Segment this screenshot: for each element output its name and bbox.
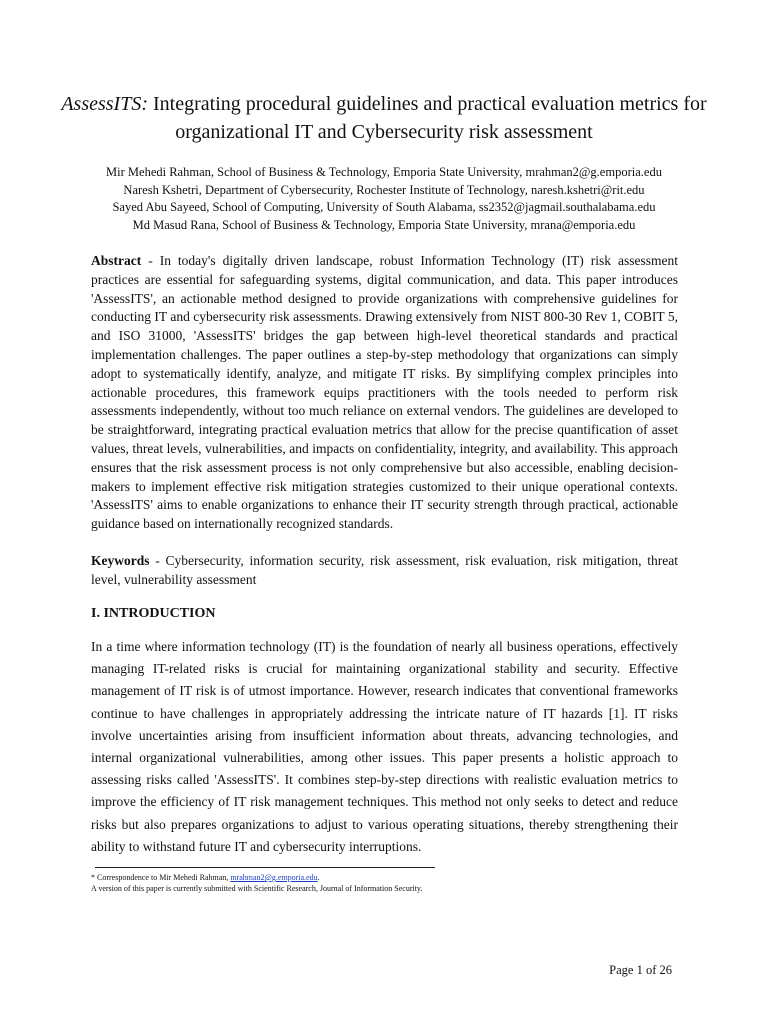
author-line: Sayed Abu Sayeed, School of Computing, University of South Alabama, ss2352@jagmail.southalabama.edu [112,200,656,214]
abstract-text: - In today's digitally driven landscape, robust Information Technology (IT) risk assessment practices are essential for safeguarding systems, digital communication, and data. This paper introduces 'AssessITS', an actionable method designed to provide organizations with comprehensive guidelines for conducting IT and cybersecurity risk assessments. Drawing extensively from NIST 800-30 Rev 1, COBIT 5, and ISO 31000, 'AssessITS' bridges the gap between high-level theoretical standards and practical implementation challenges. The paper outlines a step-by-step methodology that organizations can simply adopt to systematically identify, analyze, and mitigate IT risks. By simplifying complex principles into actionable procedures, this framework equips practitioners with the tools needed to perform risk assessments independently, without too much reliance on external vendors. The guidelines are developed to be straightforward, integrating practical evaluation metrics that allow for the precise quantification of asset values, threat levels, vulnerabilities, and impacts on confidentiality, integrity, and availability. This approach ensures that the risk assessment process is not only comprehensive but also accessible, enabling decision-makers to implement effective risk mitigation strategies customized to their unique operational contexts. 'AssessITS' aims to enable organizations to enhance their IT security strength through practical, actionable guidance based on internationally recognized standards. [91,253,678,532]
abstract [91,252,678,534]
author-line: Mir Mehedi Rahman, School of Business & Technology, Emporia State University, mrahman2@g.emporia.edu [106,165,662,179]
author-list [60,164,708,234]
footnote-submission: A version of this paper is currently submitted with Scientific Research, Journal of Information Security. [91,883,423,893]
introduction-paragraph: In a time where information technology (IT) is the foundation of nearly all business operations, effectively managing IT-related risks is crucial for maintaining organizational stability and security. Effective management of IT risk is of utmost importance. However, research indicates that conventional frameworks continue to have challenges in appropriately addressing the intricate nature of IT hazards [1]. IT risks involve uncertainties arising from insufficient information about threats, advancing technologies, and internal organizational vulnerabilities, among other issues. This paper presents a holistic approach to assessing risks called 'AssessITS'. It combines step-by-step directions with realistic evaluation metrics to improve the efficiency of IT risk management techniques. This method not only seeks to detect and reduce risks but also prepares organizations to adjust to various operating situations, thereby strengthening their ability to withstand future IT and cybersecurity interruptions. [91,639,678,854]
abstract-label: Abstract [91,253,142,268]
title-rest: Integrating procedural guidelines and practical evaluation metrics for organizational IT and Cybersecurity risk assessment [148,93,707,143]
paper-title [60,90,708,146]
footnote-email-link[interactable]: mrahman2@g.emporia.edu [230,873,318,882]
keywords [91,552,678,590]
keywords-label: Keywords [91,553,150,568]
keywords-text: - Cybersecurity, information security, risk assessment, risk evaluation, risk mitigation, threat level, vulnerability assessment [91,553,678,587]
author-line: Md Masud Rana, School of Business & Technology, Emporia State University, mrana@emporia.edu [132,217,636,232]
footnote-suffix: . [317,873,320,882]
footnotes [91,873,678,894]
author-line: Naresh Kshetri, Department of Cybersecurity, Rochester Institute of Technology, naresh.kshetri@rit.edu [123,182,645,197]
footnote-correspondence [91,873,678,884]
page-number: Page 1 of 26 [609,963,672,977]
title-prefix: AssessITS: [61,93,148,115]
section-heading-introduction: I. INTRODUCTION [91,606,216,621]
footnote-divider [95,867,435,868]
footnote-prefix: * Correspondence to Mir Mehedi Rahman, [91,873,231,882]
